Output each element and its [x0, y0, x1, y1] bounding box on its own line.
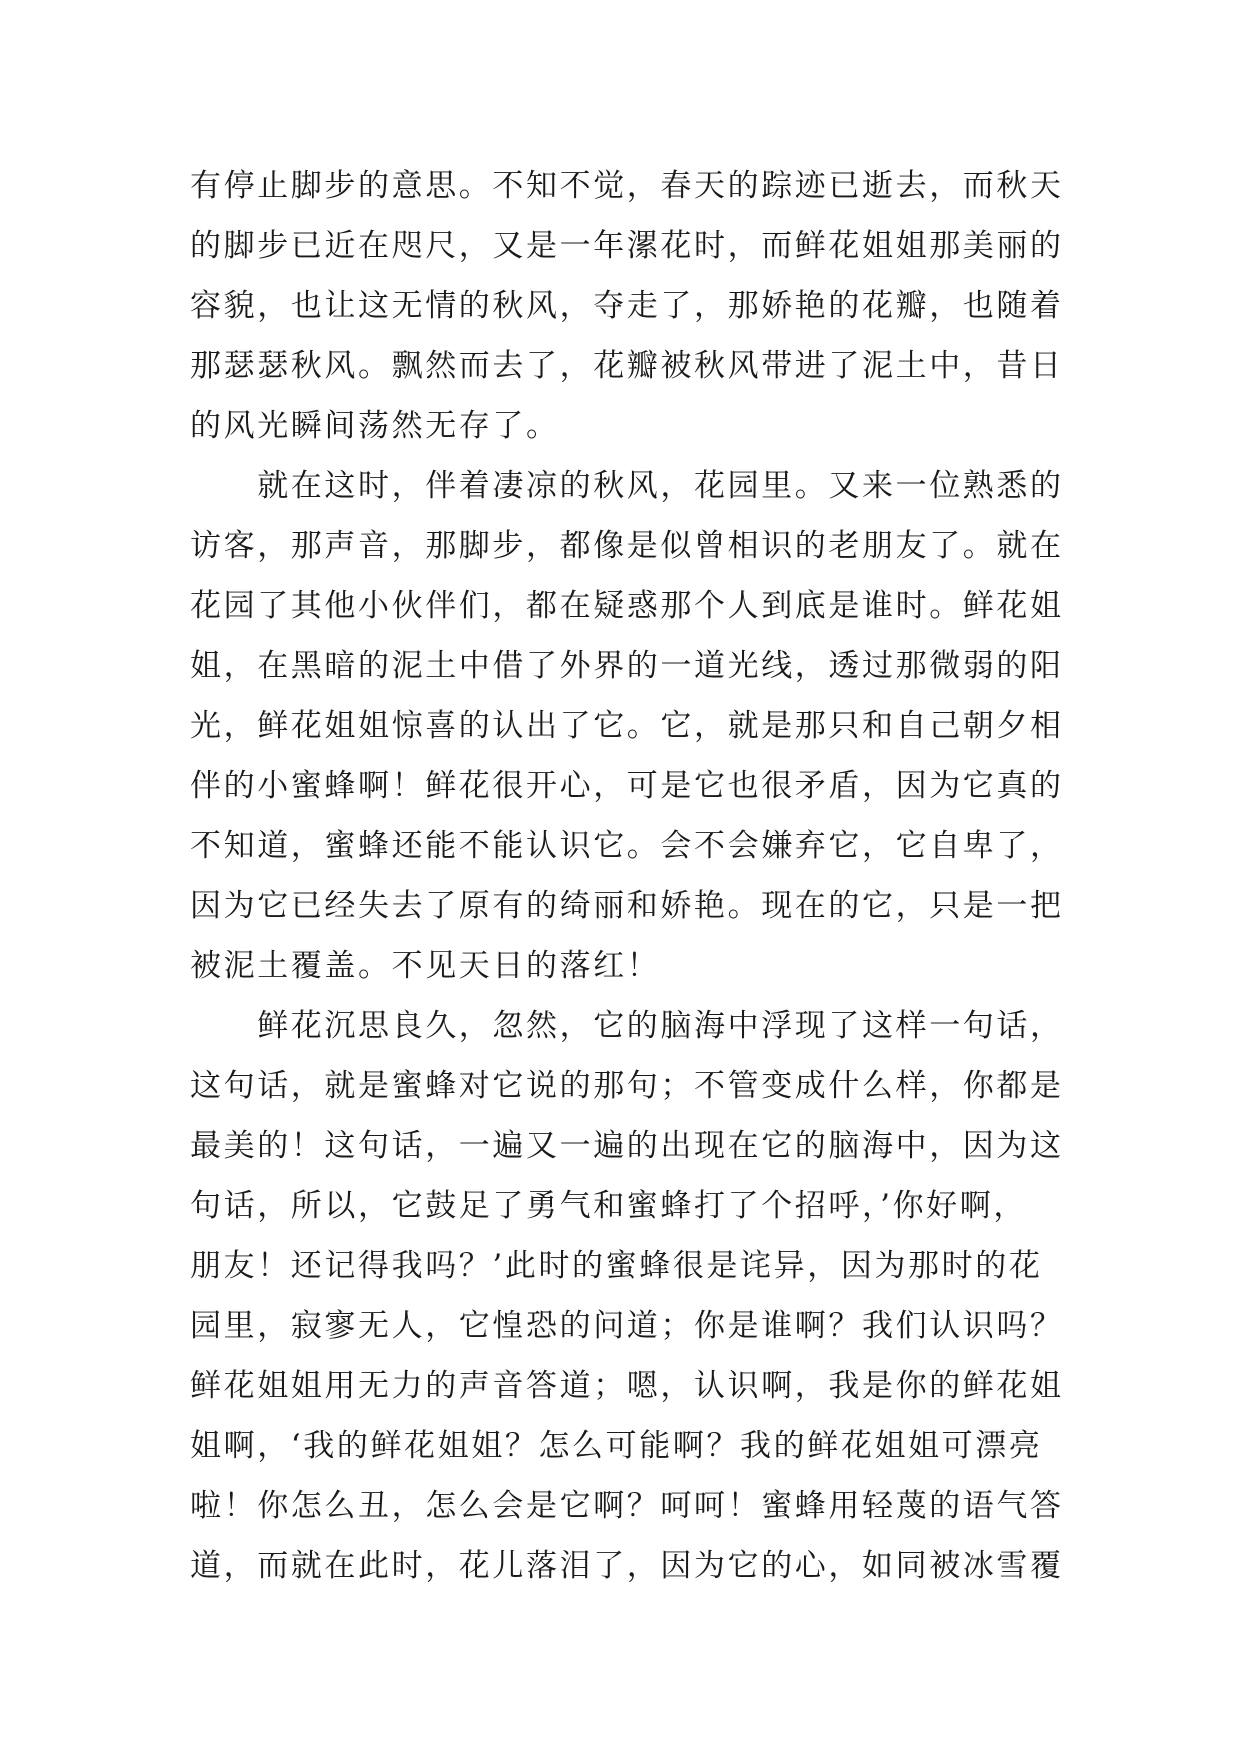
text-line: 朋友！还记得我吗？’此时的蜜蜂很是诧异，因为那时的花 — [190, 1248, 1043, 1284]
text-line: 容貌，也让这无情的秋风，夺走了，那娇艳的花瓣，也随着 — [190, 288, 1064, 324]
text-line: 道，而就在此时，花儿落泪了，因为它的心，如同被冰雪覆 — [190, 1548, 1064, 1584]
text-line: 啦！你怎么丑，怎么会是它啊？呵呵！蜜蜂用轻蔑的语气答 — [190, 1488, 1064, 1524]
text-line: 姐，在黑暗的泥土中借了外界的一道光线，透过那微弱的阳 — [190, 648, 1064, 684]
text-line: 伴的小蜜蜂啊！鲜花很开心，可是它也很矛盾，因为它真的 — [190, 768, 1064, 804]
text-line: 园里，寂寥无人，它惶恐的问道；你是谁啊？我们认识吗？ — [190, 1308, 1064, 1344]
text-line: 最美的！这句话，一遍又一遍的出现在它的脑海中，因为这 — [190, 1128, 1064, 1164]
body-text — [190, 156, 1070, 1596]
text-line: 因为它已经失去了原有的绮丽和娇艳。现在的它，只是一把 — [190, 888, 1064, 924]
text-line: 的脚步已近在咫尺，又是一年漯花时，而鲜花姐姐那美丽的 — [190, 228, 1064, 264]
text-line: 不知道，蜜蜂还能不能认识它。会不会嫌弃它，它自卑了， — [190, 828, 1064, 864]
text-line: 句话，所以，它鼓足了勇气和蜜蜂打了个招呼，’你好啊， — [190, 1188, 1027, 1224]
text-line: 的风光瞬间荡然无存了。 — [190, 408, 560, 444]
text-line: 访客，那声音，那脚步，都像是似曾相识的老朋友了。就在 — [190, 528, 1064, 564]
text-line: 就在这时，伴着凄凉的秋风，花园里。又来一位熟悉的 — [190, 468, 1064, 504]
text-line: 鲜花姐姐用无力的声音答道；嗯，认识啊，我是你的鲜花姐 — [190, 1368, 1064, 1404]
text-line: 花园了其他小伙伴们，都在疑惑那个人到底是谁时。鲜花姐 — [190, 588, 1064, 624]
text-line: 这句话，就是蜜蜂对它说的那句；不管变成什么样，你都是 — [190, 1068, 1064, 1104]
text-line: 那瑟瑟秋风。飘然而去了，花瓣被秋风带进了泥土中，昔日 — [190, 348, 1064, 384]
text-line: 鲜花沉思良久，忽然，它的脑海中浮现了这样一句话， — [190, 1008, 1064, 1044]
text-line: 姐啊，‘我的鲜花姐姐？怎么可能啊？我的鲜花姐姐可漂亮 — [190, 1428, 1043, 1464]
text-line: 有停止脚步的意思。不知不觉，春天的踪迹已逝去，而秋天 — [190, 168, 1064, 204]
text-line: 光，鲜花姐姐惊喜的认出了它。它，就是那只和自己朝夕相 — [190, 708, 1064, 744]
text-line: 被泥土覆盖。不见天日的落红！ — [190, 948, 661, 984]
